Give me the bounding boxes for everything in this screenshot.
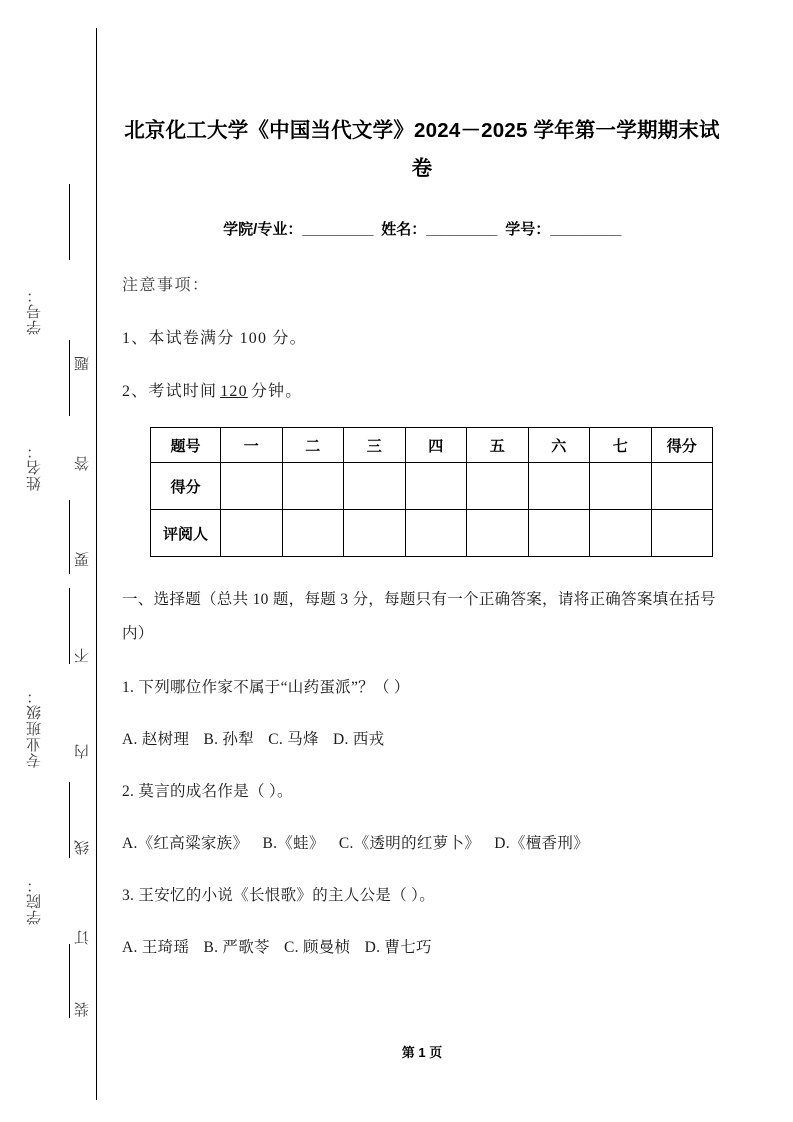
notice-item-1: 1、本试卷满分 100 分。 — [122, 330, 307, 347]
question-2-options — [122, 807, 722, 859]
section-heading-1: 一、选择题（总共 10 题，每题 3 分，每题只有一个正确答案，请将正确答案填在括号内） — [122, 591, 716, 642]
option-d[interactable]: D. 曹七巧 — [364, 939, 432, 956]
reviewer-cell[interactable] — [405, 510, 467, 557]
score-cell[interactable] — [528, 463, 590, 510]
sidebar-char-8: 装 — [75, 1002, 91, 1017]
sidebar-blank-rule-1 — [69, 184, 70, 260]
score-table-container — [122, 401, 722, 557]
sidebar-char-5: 内 — [75, 744, 91, 759]
score-table-header-0: 题号 — [151, 428, 221, 463]
score-table-header-2: 二 — [282, 428, 344, 463]
sidebar-label-column — [24, 0, 70, 1122]
sidebar-char-3: 要 — [75, 552, 91, 567]
option-d[interactable]: D.《檀香刑》 — [494, 835, 589, 852]
student-id-label: 学号： — [505, 221, 551, 238]
page-title: 北京化工大学《中国当代文学》2024－2025 学年第一学期期末试卷 — [124, 119, 720, 180]
option-d[interactable]: D. 西戎 — [333, 731, 385, 748]
student-id-blank[interactable]: _________ — [550, 221, 621, 238]
table-row — [151, 510, 713, 557]
sidebar-label-name: 姓名： — [27, 443, 43, 491]
score-cell[interactable] — [344, 463, 406, 510]
score-row-label-0: 得分 — [151, 463, 221, 510]
score-cell[interactable] — [282, 463, 344, 510]
exam-duration-value: 120 — [220, 383, 248, 400]
question-3-text: 3. 王安忆的小说《长恨歌》的主人公是（ ）。 — [122, 887, 436, 904]
score-table-header-7: 七 — [590, 428, 652, 463]
reviewer-cell[interactable] — [344, 510, 406, 557]
option-b[interactable]: B.《蛙》 — [262, 835, 325, 852]
score-cell[interactable] — [405, 463, 467, 510]
name-blank[interactable]: _________ — [426, 221, 497, 238]
score-table-header-8: 得分 — [651, 428, 713, 463]
sidebar-char-1: 题 — [75, 356, 91, 371]
score-table-header-6: 六 — [528, 428, 590, 463]
reviewer-cell[interactable] — [651, 510, 713, 557]
sidebar-char-2: 答 — [75, 456, 91, 471]
sidebar-label-student-id: 学号： — [27, 287, 43, 335]
sidebar-blank-rule-5 — [69, 782, 70, 858]
question-1-options — [122, 703, 722, 755]
reviewer-cell[interactable] — [221, 510, 283, 557]
score-cell[interactable] — [651, 463, 713, 510]
reviewer-cell[interactable] — [590, 510, 652, 557]
option-b[interactable]: B. 严歌苓 — [203, 939, 270, 956]
score-table — [150, 427, 713, 557]
question-2-text: 2. 莫言的成名作是（ ）。 — [122, 783, 293, 800]
notice-item-2-before: 2、考试时间 — [122, 383, 218, 400]
option-a[interactable]: A.《红高粱家族》 — [122, 835, 249, 852]
notice-item-2-after: 分钟。 — [250, 383, 303, 400]
sidebar-blank-rule-4 — [69, 588, 70, 664]
sidebar-char-column — [72, 0, 94, 1122]
option-c[interactable]: C. 马烽 — [268, 731, 319, 748]
sidebar-char-4: 不 — [75, 648, 91, 663]
score-cell[interactable] — [467, 463, 529, 510]
notice-heading: 注意事项： — [122, 277, 210, 294]
sidebar-char-7: 订 — [75, 930, 91, 945]
college-blank[interactable]: _________ — [302, 221, 373, 238]
score-table-header-4: 四 — [405, 428, 467, 463]
exam-content — [122, 0, 722, 963]
sidebar-blank-rule-3 — [69, 500, 70, 574]
score-table-header-3: 三 — [344, 428, 406, 463]
student-info-line — [122, 188, 722, 239]
option-a[interactable]: A. 赵树理 — [122, 731, 190, 748]
page-number: 第 1 页 — [401, 1045, 443, 1060]
option-a[interactable]: A. 王琦瑶 — [122, 939, 190, 956]
sidebar-blank-rule-6 — [69, 944, 70, 1018]
option-c[interactable]: C.《透明的红萝卜》 — [338, 835, 481, 852]
score-cell[interactable] — [221, 463, 283, 510]
question-3-options — [122, 911, 722, 963]
name-label: 姓名： — [381, 221, 427, 238]
reviewer-cell[interactable] — [467, 510, 529, 557]
page-footer — [122, 1042, 722, 1061]
reviewer-cell[interactable] — [282, 510, 344, 557]
sidebar-label-college: 学院： — [27, 877, 43, 925]
sidebar-label-class: 专业班级： — [27, 688, 43, 768]
score-table-header-1: 一 — [221, 428, 283, 463]
option-c[interactable]: C. 顾曼桢 — [284, 939, 351, 956]
notice-item-2 — [122, 348, 722, 401]
college-label: 学院/专业： — [223, 221, 303, 238]
reviewer-cell[interactable] — [528, 510, 590, 557]
option-b[interactable]: B. 孙犁 — [203, 731, 255, 748]
score-table-header-5: 五 — [467, 428, 529, 463]
sidebar-blank-rule-2 — [69, 340, 70, 416]
score-row-label-1: 评阅人 — [151, 510, 221, 557]
question-1-text: 1. 下列哪位作家不属于“山药蛋派”？（ ） — [122, 679, 410, 696]
sidebar-vertical-rule — [96, 28, 97, 1100]
binding-sidebar — [0, 0, 97, 1122]
score-cell[interactable] — [590, 463, 652, 510]
sidebar-char-6: 线 — [75, 840, 91, 855]
table-row-header — [151, 428, 713, 463]
table-row — [151, 463, 713, 510]
